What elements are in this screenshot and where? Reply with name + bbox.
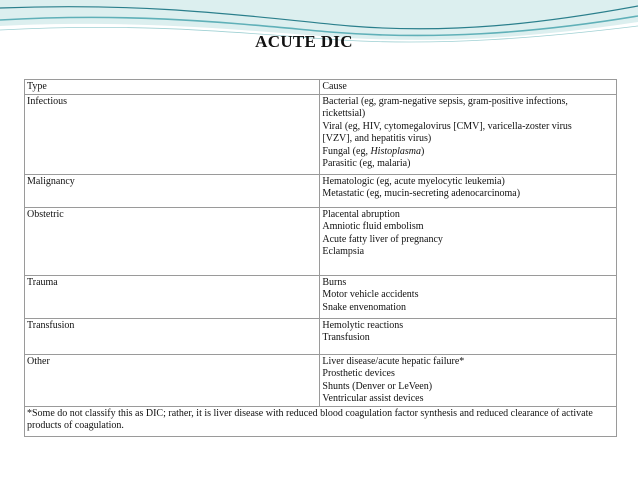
table-row <box>25 318 617 354</box>
cause-line: Eclampsia <box>322 246 365 257</box>
type-cell: Trauma <box>25 275 320 318</box>
cause-cell <box>320 174 617 207</box>
table-row <box>25 275 617 318</box>
cause-cell <box>320 318 617 354</box>
dic-causes-table <box>24 79 617 437</box>
cause-line: rickettsial) <box>322 108 366 119</box>
type-cell: Other <box>25 354 320 406</box>
table-footnote-row <box>25 406 617 436</box>
page-title-text: ACUTE DIC <box>255 32 353 51</box>
cause-line: Liver disease/acute hepatic failure* <box>322 355 465 367</box>
cause-line: [VZV], and hepatitis virus) <box>322 133 432 144</box>
cause-line: Viral (eg, HIV, cytomegalovirus [CMV], varicella-zoster virus <box>322 120 572 132</box>
fungal-prefix: Fungal (eg, <box>322 145 371 157</box>
cause-line: Metastatic (eg, mucin-secreting adenocarcinoma) <box>322 188 521 199</box>
cause-line: Amniotic fluid embolism <box>322 221 424 232</box>
cause-cell <box>320 94 617 174</box>
cause-line: Shunts (Denver or LeVeen) <box>322 380 433 392</box>
cause-line: Hematologic (eg, acute myelocytic leukemia) <box>322 175 505 187</box>
cause-line: Ventricular assist devices <box>322 393 424 404</box>
fungal-genus: Histoplasma <box>370 145 421 157</box>
cause-line: Prosthetic devices <box>322 368 395 379</box>
type-cell: Infectious <box>25 94 320 174</box>
cause-line: Acute fatty liver of pregnancy <box>322 233 443 245</box>
cause-line: Burns <box>322 276 347 288</box>
cause-cell <box>320 354 617 406</box>
table-header-row <box>25 80 617 95</box>
cause-line: Bacterial (eg, gram-negative sepsis, gram-positive infections, <box>322 95 568 107</box>
cause-line: Snake envenomation <box>322 301 406 313</box>
cause-line: Parasitic (eg, malaria) <box>322 158 411 169</box>
page-title <box>0 32 638 52</box>
cause-line: Placental abruption <box>322 208 400 220</box>
fungal-suffix: ) <box>421 145 425 157</box>
type-cell: Obstetric <box>25 207 320 275</box>
table-row <box>25 207 617 275</box>
table-row <box>25 94 617 174</box>
table-row <box>25 354 617 406</box>
cause-line: Motor vehicle accidents <box>322 289 419 300</box>
cause-line: Hemolytic reactions <box>322 319 404 331</box>
header-type: Type <box>25 80 320 95</box>
header-cause: Cause <box>320 80 617 95</box>
cause-cell <box>320 207 617 275</box>
cause-cell <box>320 275 617 318</box>
table-row <box>25 174 617 207</box>
type-cell: Transfusion <box>25 318 320 354</box>
cause-line: Transfusion <box>322 332 370 343</box>
table-footnote: *Some do not classify this as DIC; rather, it is liver disease with reduced blood coagulation factor synthesis and reduced clearance of activate products of coagulation. <box>25 406 617 436</box>
cause-line-fungal <box>322 146 614 159</box>
type-cell: Malignancy <box>25 174 320 207</box>
